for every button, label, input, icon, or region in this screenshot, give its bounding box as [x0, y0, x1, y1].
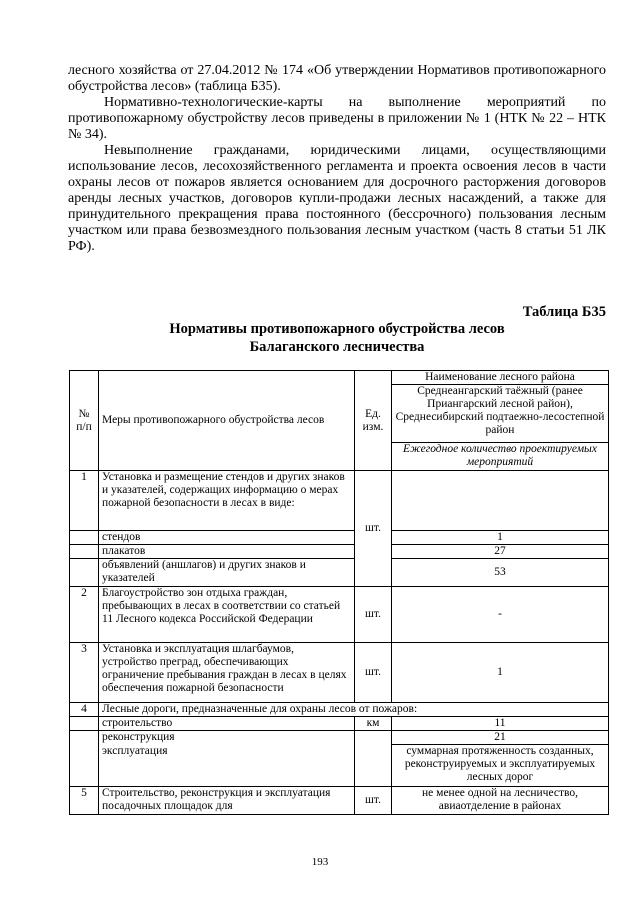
row-4-sub-label: эксплуатация	[99, 745, 355, 787]
row-2-value: -	[392, 587, 609, 643]
row-4-sub-label: строительство	[99, 717, 355, 731]
row-1-text: Установка и размещение стендов и других знаков и указателей, содержащих информацию о мерах пожарной безопасности в лесах в виде:	[99, 471, 355, 531]
paragraph-1: лесного хозяйства от 27.04.2012 № 174 «Об утверждении Нормативов противопожарного обустройства лесов» (таблица Б35).	[68, 63, 606, 94]
header-measures: Меры противопожарного обустройства лесов	[99, 371, 355, 471]
row-4-num: 4	[70, 703, 99, 717]
row-1-blank	[70, 531, 99, 545]
row-3-text: Установка и эксплуатация шлагбаумов, устройство преград, обеспечивающих ограничение пребывания граждан в лесах в целях обеспечения пожарной безопасности	[99, 643, 355, 703]
row-1-sub-value: 53	[392, 559, 609, 587]
row-1-sub-value: 27	[392, 545, 609, 559]
table-title-line-2: Балаганского лесничества	[249, 339, 425, 355]
row-4-sub-value: 21	[392, 731, 609, 745]
row-1-num: 1	[70, 471, 99, 531]
table-title-line-1: Нормативы противопожарного обустройства лесов	[169, 321, 505, 337]
row-1-sub-value: 1	[392, 531, 609, 545]
row-4-blank	[70, 717, 99, 731]
row-2-unit: шт.	[355, 587, 392, 643]
row-5-value: не менее одной на лесничество, авиаотделение в районах	[392, 787, 609, 815]
norms-table	[69, 370, 609, 815]
page-number: 193	[311, 856, 329, 868]
row-5-num: 5	[70, 787, 99, 815]
row-4-blank	[70, 731, 99, 787]
header-region-name: Среднеангарский таёжный (ранее Приангарский лесной район), Среднесибирский подтаежно-лесостепной район	[392, 385, 609, 443]
row-4-sub-label: реконструкция	[99, 731, 355, 745]
paragraph-3: Невыполнение гражданами, юридическими лицами, осуществляющими использование лесов, лесохозяйственного регламента и проекта освоения лесов в части охраны лесов от пожаров является основанием для досрочного расторжения договоров аренды лесных участков, договоров купли-продажи лесных насаждений, а также для принудительного прекращения права постоянного (бессрочного) пользования лесным участком или права безвозмездного пользования лесным участком (часть 8 статьи 51 ЛК РФ).	[68, 143, 606, 254]
row-1-unit: шт.	[355, 471, 392, 587]
body-text	[68, 63, 606, 255]
row-4-sub-value: 11	[392, 717, 609, 731]
row-1-blank	[70, 545, 99, 559]
header-unit: Ед. изм.	[355, 371, 392, 471]
row-1-sub-label: плакатов	[99, 545, 355, 559]
row-1-blank	[70, 559, 99, 587]
row-3-value: 1	[392, 643, 609, 703]
table-caption: Таблица Б35	[522, 304, 606, 320]
row-2-num: 2	[70, 587, 99, 643]
paragraph-2: Нормативно-технологические-карты на выполнение мероприятий по противопожарному обустройству лесов приведены в приложении № 1 (НТК № 22 – НТК № 34).	[68, 95, 606, 142]
header-region-label: Наименование лесного района	[392, 371, 609, 385]
row-1-sub-label: объявлений (аншлагов) и других знаков и указателей	[99, 559, 355, 587]
row-5-unit: шт.	[355, 787, 392, 815]
row-2-text: Благоустройство зон отдыха граждан, пребывающих в лесах в соответствии со статьей 11 Лесного кодекса Российской Федерации	[99, 587, 355, 643]
row-3-num: 3	[70, 643, 99, 703]
row-4-text: Лесные дороги, предназначенные для охраны лесов от пожаров:	[99, 703, 609, 717]
header-annual: Ежегодное количество проектируемых мероприятий	[392, 443, 609, 471]
row-1-sub-label: стендов	[99, 531, 355, 545]
header-num: № п/п	[70, 371, 99, 471]
row-4-unit-blank	[355, 731, 392, 787]
row-5-text: Строительство, реконструкция и эксплуатация посадочных площадок для	[99, 787, 355, 815]
row-3-unit: шт.	[355, 643, 392, 703]
row-1-value	[392, 471, 609, 531]
row-4-sub-value: суммарная протяженность созданных, реконструируемых и эксплуатируемых лесных дорог	[392, 745, 609, 787]
row-4-unit: км	[355, 717, 392, 731]
